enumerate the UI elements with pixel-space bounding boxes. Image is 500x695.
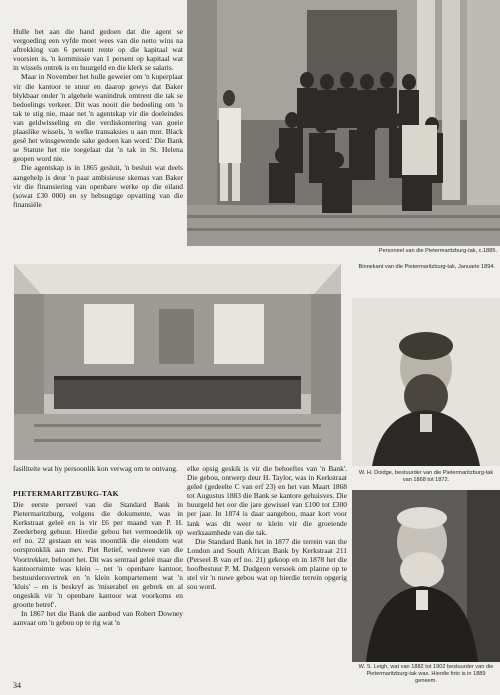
- leigh-portrait: [352, 490, 500, 662]
- paragraph: Die agentskap is in 1865 gesluit, 'n besluit wat deels aangehelp is deur 'n paar ambisieuse skemas van Baker vir die finansiering van openbare werke op die eiland (sowat £30 000) en sy hebsugtige opvatting van die finansiële: [13, 163, 183, 209]
- paragraph: Maar in November het hulle geweier om 'n kuperplaat vir die kantoor te stuur en daarop gewys dat Baker blykbaar onder 'n algehele wanindruk omtrent die tak se bedoelings verkeer. Dit was nooit die bedoeling om 'n tak te stig nie, maar net 'n agentskap vir die doeleindes van geldwisseling en die verdiskontering van goeie plaaslike wissels, 'n welke transaksies u aan mnr. Black gesê het winsgewende sake gedoen kan word.' Die Bank se Statute het nie toegelaat dat 'n tak in St. Helena geopen word nie.: [13, 72, 183, 164]
- doidge-portrait-image: [352, 298, 500, 466]
- page-number: 34: [13, 681, 21, 690]
- column-middle-bottom: [187, 464, 347, 591]
- doidge-portrait: [352, 298, 500, 466]
- section-heading: PIETERMARITZBURG-TAK: [13, 489, 119, 498]
- paragraph: elke opsig geskik is vir die behoeftes van 'n Bank'. Die gebou, ontwerp deur H. Taylor, was in Kerkstraat geleë (gedeelte C van erf 23) en het van Maart 1868 tot Augustus 1883 die Bank se kantore gehuisves. Die huurgeld het oor die jare gewissel van £100 tot £300 per jaar. In 1874 is daar aangebou, maar kort voor lank was dit weer te klein vir die groeiende werksaamhede van die tak.: [187, 464, 347, 537]
- doidge-portrait-caption: W. H. Doidge, bestuurder van die Pietermaritzburg-tak van 1868 tot 1872.: [358, 470, 494, 483]
- paragraph: Die Standard Bank het in 1877 die terrein van the London and South African Bank by Kerkstraat 211 (Perseel B van erf no. 21) gekoop en in 1878 het die hoofbestuur P. M. Dudgeon versoek om planne op te stel vir 'n nuwe gebou wat op hierdie terrein opgerig sou word.: [187, 536, 347, 592]
- paragraph: Die eerste perseel van die Standard Bank in Pietermaritzburg, volgens die dokumente, was in Kerkstraat geleë en is vir £6 per maand van P. H. Zeederberg gehuur. Hierdie gebou het vermoedelik op erf no. 22 gestaan en was moontlik die eiendom wat oorspronklik aan mev. Piet Retief, weduwee van die Voortrekker, behoort het. Dit was sentraal geleë maar die kantoorruimte was klein – net 'n openbare kantoor, bestuurdersvertrek en 'n klein kompartement wat 'n 'kluis' – en is beskryf as 'miserabel en gebrek en al ongeskik vir 'n openbare kantoor wat voorkoms en grootte betref'.: [13, 500, 183, 610]
- column-left-bottom: [13, 464, 183, 473]
- staff-photo: [187, 0, 500, 246]
- leigh-portrait-caption: W. S. Leigh, wat van 1882 tot 1902 bestuurder van die Pietermaritzburg-tak was. Hierdie foto is in 1889 geneem.: [358, 664, 494, 684]
- staff-photo-image: [187, 0, 500, 246]
- interior-photo-caption: Binnekant van die Pietermaritzburg-tak, Januarie 1894.: [358, 264, 495, 270]
- leigh-portrait-image: [352, 490, 500, 662]
- column-left-top: [13, 27, 183, 209]
- interior-photo: [14, 264, 341, 460]
- paragraph: Hulle het aan die hand gedoen dat die agent se vergoeding een vyfde moet wees van die netto wins na aftrekking van 6 persent rente op die kapitaal wat voorsien is, 'n kommissie van 1 persent op kapitaal wat in wissels ontrek is en huurgeld en die klerk se salaris.: [13, 27, 183, 73]
- staff-photo-caption: Personeel van die Pietermaritzburg-tak, c.1885.: [378, 248, 497, 254]
- paragraph: fasiliteite wat hy persoonlik kon verwag om te ontvang.: [13, 464, 178, 473]
- paragraph: In 1867 het die Bank die aanbod van Robert Downey aanvaar om 'n gebou op te rig wat 'n: [13, 609, 183, 628]
- interior-photo-image: [14, 264, 341, 460]
- column-left-bottom-body: [13, 500, 183, 627]
